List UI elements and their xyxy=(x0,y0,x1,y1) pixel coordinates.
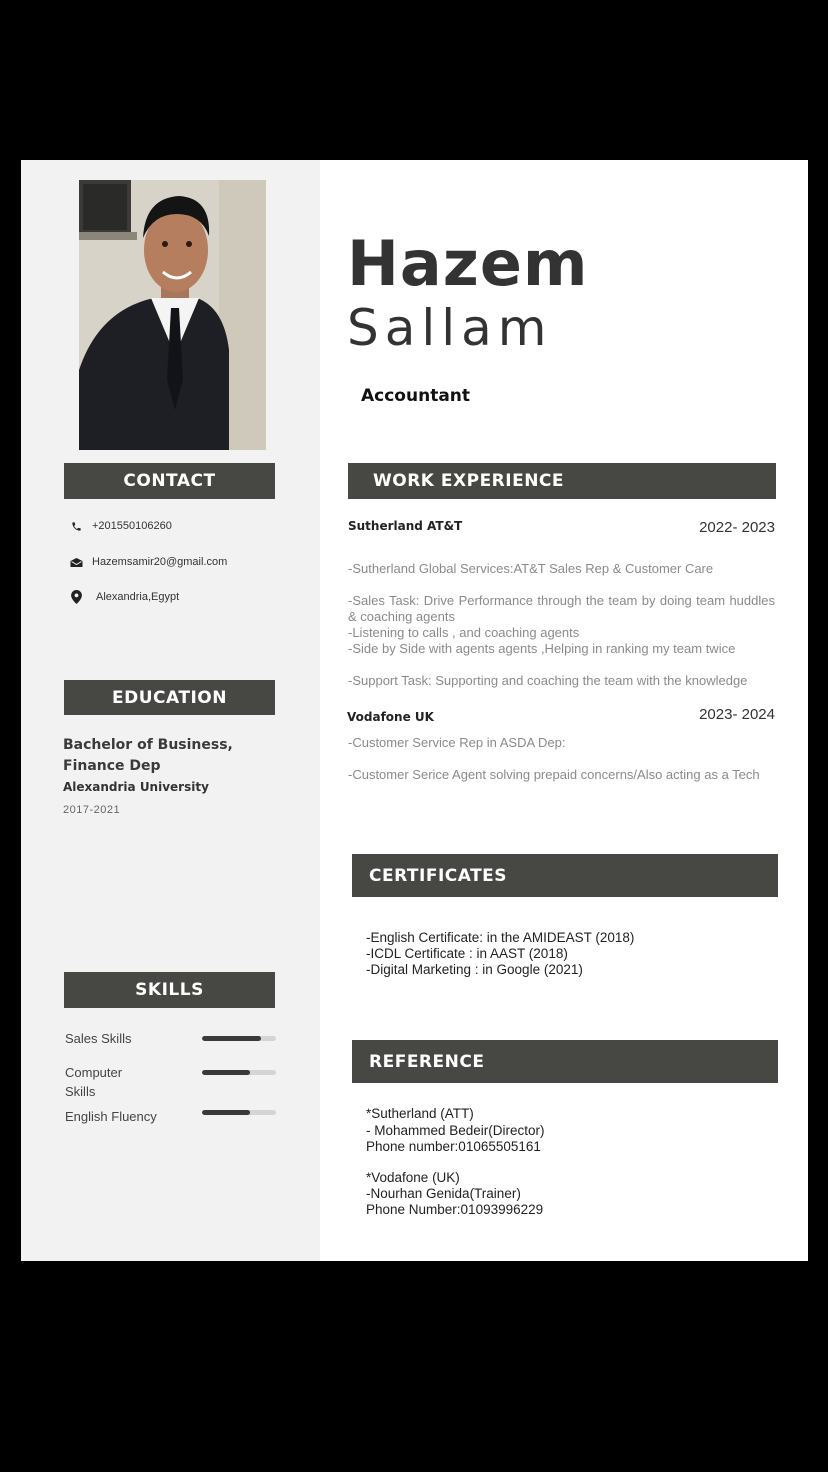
skill-level-fill xyxy=(202,1110,250,1115)
work-description: -Sutherland Global Services:AT&T Sales Rep & Customer Care xyxy=(348,561,714,576)
first-name: Hazem xyxy=(347,227,589,300)
certificates-header: CERTIFICATES xyxy=(352,854,778,897)
reference-header: REFERENCE xyxy=(352,1040,778,1083)
work-description: -Customer Service Rep in ASDA Dep: xyxy=(348,735,566,750)
work-description: -Listening to calls , and coaching agents xyxy=(348,625,580,640)
work-description: -Side by Side with agents agents ,Helping in ranking my team twice xyxy=(348,641,736,656)
work-description: -Support Task: Supporting and coaching the team with the knowledge xyxy=(348,673,748,688)
reference-line: - Mohammed Bedeir(Director) xyxy=(366,1123,545,1138)
company-name: Vodafone UK xyxy=(347,710,434,724)
reference-line: *Sutherland (ATT) xyxy=(366,1106,474,1121)
skills-header: SKILLS xyxy=(64,972,275,1008)
reference-line: Phone number:01065505161 xyxy=(366,1139,541,1154)
skill-label: Computer Skills xyxy=(65,1065,123,1099)
education-header: EDUCATION xyxy=(64,680,275,715)
profile-photo xyxy=(79,180,266,450)
skill-label: Sales Skills xyxy=(65,1031,132,1046)
location-pin-icon xyxy=(69,590,83,604)
skill-level-fill xyxy=(202,1070,250,1075)
phone-icon xyxy=(69,519,83,533)
skill-level-bar xyxy=(202,1070,276,1075)
contact-email: Hazemsamir20@gmail.com xyxy=(92,556,228,568)
work-years: 2023- 2024 xyxy=(699,706,775,723)
contact-location: Alexandria,Egypt xyxy=(96,591,180,603)
education-degree: Bachelor of Business, Finance Dep xyxy=(63,737,233,774)
contact-phone: +201550106260 xyxy=(92,520,172,532)
work-years: 2022- 2023 xyxy=(699,519,775,536)
education-years: 2017-2021 xyxy=(63,804,121,816)
reference-line: *Vodafone (UK) xyxy=(366,1170,460,1185)
contact-location-row xyxy=(69,590,179,604)
envelope-icon xyxy=(69,555,83,569)
skill-level-bar xyxy=(202,1036,276,1041)
certificate-item: -English Certificate: in the AMIDEAST (2018) xyxy=(366,930,635,945)
contact-email-row xyxy=(69,555,227,569)
certificate-item: -ICDL Certificate : in AAST (2018) xyxy=(366,946,568,961)
resume-page xyxy=(21,160,808,1261)
skill-level-fill xyxy=(202,1036,261,1041)
work-experience-header: WORK EXPERIENCE xyxy=(348,463,776,499)
reference-line: Phone Number:01093996229 xyxy=(366,1202,544,1217)
job-title: Accountant xyxy=(361,386,471,406)
certificate-item: -Digital Marketing : in Google (2021) xyxy=(366,962,583,977)
education-university: Alexandria University xyxy=(63,780,209,794)
last-name: Sallam xyxy=(347,299,553,357)
contact-header: CONTACT xyxy=(64,463,275,499)
contact-phone-row xyxy=(69,519,172,533)
skill-level-bar xyxy=(202,1110,276,1115)
work-description: -Sales Task: Drive Performance through the team by doing team huddles & coaching agents xyxy=(348,593,775,624)
work-description: -Customer Serice Agent solving prepaid concerns/Also acting as a Tech xyxy=(348,767,760,782)
company-name: Sutherland AT&T xyxy=(348,519,463,533)
skill-label: English Fluency xyxy=(65,1109,157,1124)
reference-line: -Nourhan Genida(Trainer) xyxy=(366,1186,521,1201)
